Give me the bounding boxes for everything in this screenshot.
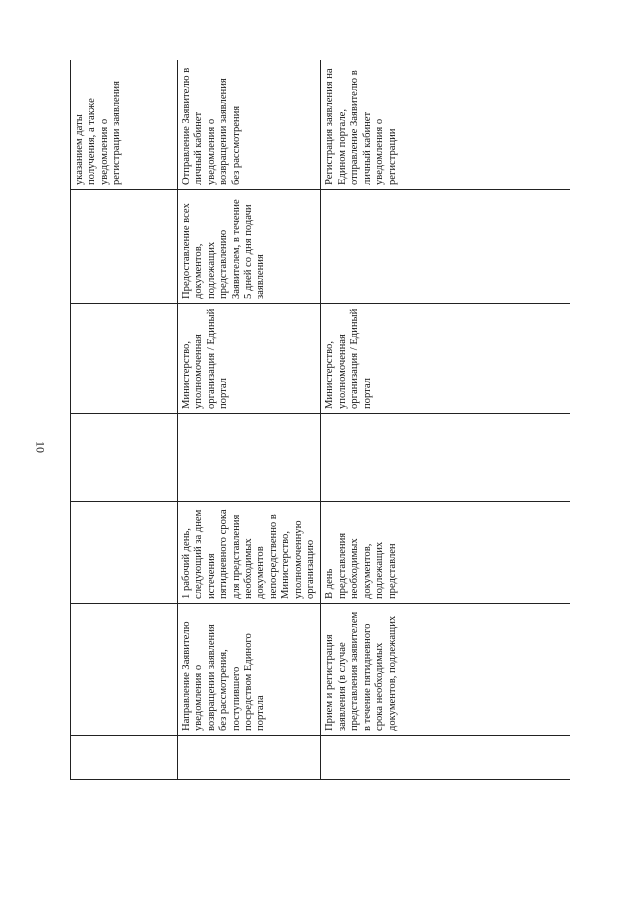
rotated-table-container — [70, 60, 570, 780]
table-cell: Министерство, уполномоченная организация / Единый портал — [178, 304, 321, 414]
table-cell — [71, 604, 178, 736]
table-cell: 1 рабочий день, следующий за днем истечения пятидневного срока для представления необходимых документов непосредственно в Министерство, уполномоченную организацию — [178, 502, 321, 604]
table-row — [178, 60, 321, 780]
page-number: 10 — [33, 441, 48, 453]
table-cell — [71, 190, 178, 304]
table-cell — [71, 736, 178, 780]
table-cell — [71, 304, 178, 414]
table-cell — [71, 502, 178, 604]
table-cell: Министерство, уполномоченная организация / Единый портал — [321, 304, 570, 414]
table-cell — [321, 736, 570, 780]
table-canvas — [70, 60, 570, 780]
table-cell: Отправление Заявителю в личный кабинет уведомления о возвращении заявления без рассмотрения — [178, 60, 321, 190]
table-cell — [178, 414, 321, 502]
table-row — [321, 60, 570, 780]
table-cell: Регистрация заявления на Едином портале, отправление Заявителю в личный кабинет уведомления о регистрации — [321, 60, 570, 190]
table-row — [71, 60, 178, 780]
table-cell: В день представления необходимых документов, подлежащих представлен — [321, 502, 570, 604]
table-cell: Прием и регистрация заявления (в случае представления заявителем в течение пятидневного срока необходимых документов, подлежащих — [321, 604, 570, 736]
table-cell — [321, 414, 570, 502]
table-cell — [321, 190, 570, 304]
table-cell: Предоставление всех документов, подлежащих представлению Заявителем, в течение 5 дней со дня подачи заявления — [178, 190, 321, 304]
table-cell — [178, 736, 321, 780]
table-cell — [71, 414, 178, 502]
table-cell: Направление Заявителю уведомления о возвращении заявления без рассмотрения, поступившего посредством Единого портала — [178, 604, 321, 736]
table-cell: указанием даты получения, а также уведомления о регистрации заявления — [71, 60, 178, 190]
procedure-table — [70, 60, 570, 780]
